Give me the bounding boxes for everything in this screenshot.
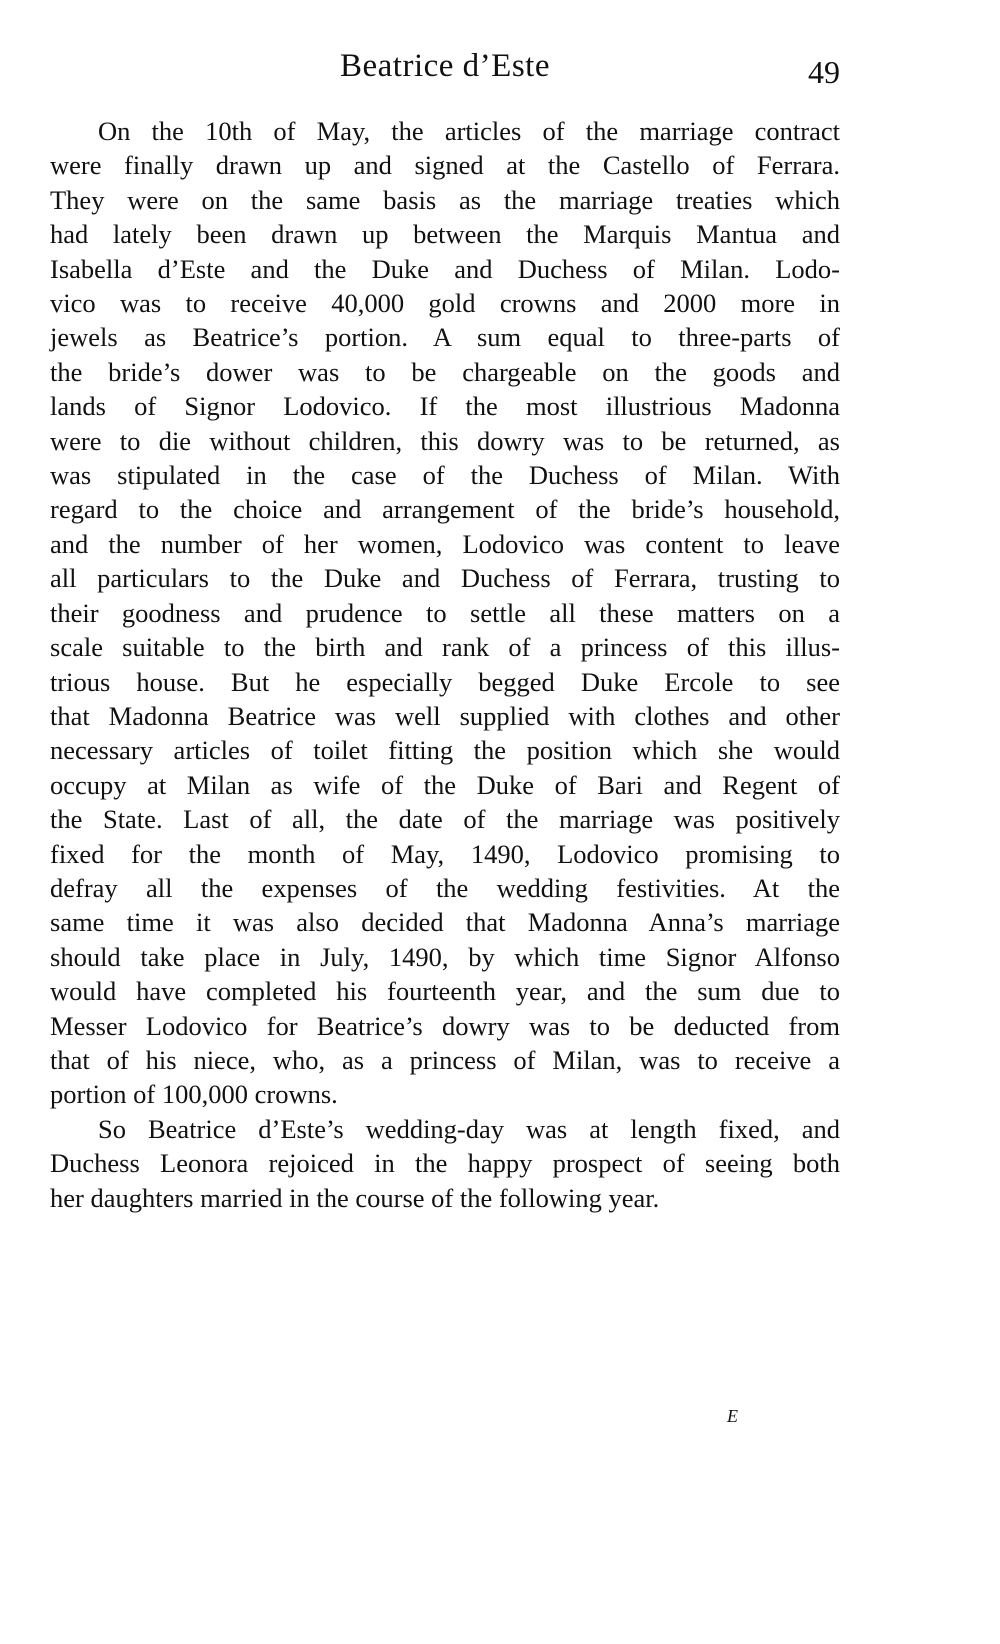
text-line: lands of Signor Lodovico. If the most illustrious Madonna xyxy=(50,391,840,422)
text-line: had lately been drawn up between the Marquis Mantua and xyxy=(50,219,840,250)
text-line: that of his niece, who, as a princess of Milan, was to receive a xyxy=(50,1044,840,1075)
text-line: They were on the same basis as the marriage treaties which xyxy=(50,184,840,215)
text-line: Isabella d’Este and the Duke and Duchess of Milan. Lodo- xyxy=(50,253,840,284)
text-line: same time it was also decided that Madonna Anna’s marriage xyxy=(50,907,840,938)
text-line: So Beatrice d’Este’s wedding-day was at length fixed, and xyxy=(98,1113,840,1144)
text-line: scale suitable to the birth and rank of a princess of this illus- xyxy=(50,632,840,663)
text-line: that Madonna Beatrice was well supplied with clothes and other xyxy=(50,700,840,731)
signature-mark: E xyxy=(727,1406,738,1426)
text-line: trious house. But he especially begged Duke Ercole to see xyxy=(50,666,840,697)
running-head xyxy=(50,44,840,88)
body-text xyxy=(50,114,840,1215)
text-line: vico was to receive 40,000 gold crowns and 2000 more in xyxy=(50,288,840,319)
paragraph-1 xyxy=(50,114,840,1112)
text-line: all particulars to the Duke and Duchess of Ferrara, trusting to xyxy=(50,563,840,594)
text-line: and the number of her women, Lodovico was content to leave xyxy=(50,528,840,559)
text-line: regard to the choice and arrangement of the bride’s household, xyxy=(50,494,840,525)
text-line: were finally drawn up and signed at the Castello of Ferrara. xyxy=(50,150,840,181)
text-line: Messer Lodovico for Beatrice’s dowry was to be deducted from xyxy=(50,1010,840,1041)
text-line: would have completed his fourteenth year, and the sum due to xyxy=(50,976,840,1007)
text-line: necessary articles of toilet fitting the position which she would xyxy=(50,735,840,766)
running-title: Beatrice d’Este xyxy=(340,48,550,84)
text-line: fixed for the month of May, 1490, Lodovico promising to xyxy=(50,838,840,869)
page-number: 49 xyxy=(808,54,840,90)
text-line: occupy at Milan as wife of the Duke of Bari and Regent of xyxy=(50,769,840,800)
text-line: jewels as Beatrice’s portion. A sum equal to three-parts of xyxy=(50,322,840,353)
text-line: her daughters married in the course of the following year. xyxy=(50,1182,660,1213)
text-line: were to die without children, this dowry was to be returned, as xyxy=(50,425,840,456)
text-line: defray all the expenses of the wedding festivities. At the xyxy=(50,872,840,903)
text-line: the bride’s dower was to be chargeable on the goods and xyxy=(50,356,840,387)
text-line: their goodness and prudence to settle all these matters on a xyxy=(50,597,840,628)
text-line: should take place in July, 1490, by which time Signor Alfonso xyxy=(50,941,840,972)
text-line: portion of 100,000 crowns. xyxy=(50,1079,338,1110)
text-line: On the 10th of May, the articles of the marriage contract xyxy=(98,116,840,146)
paragraph-2 xyxy=(50,1112,840,1215)
text-line: the State. Last of all, the date of the marriage was positively xyxy=(50,804,840,835)
text-line: Duchess Leonora rejoiced in the happy prospect of seeing both xyxy=(50,1148,840,1179)
text-line: was stipulated in the case of the Duchess of Milan. With xyxy=(50,460,840,491)
